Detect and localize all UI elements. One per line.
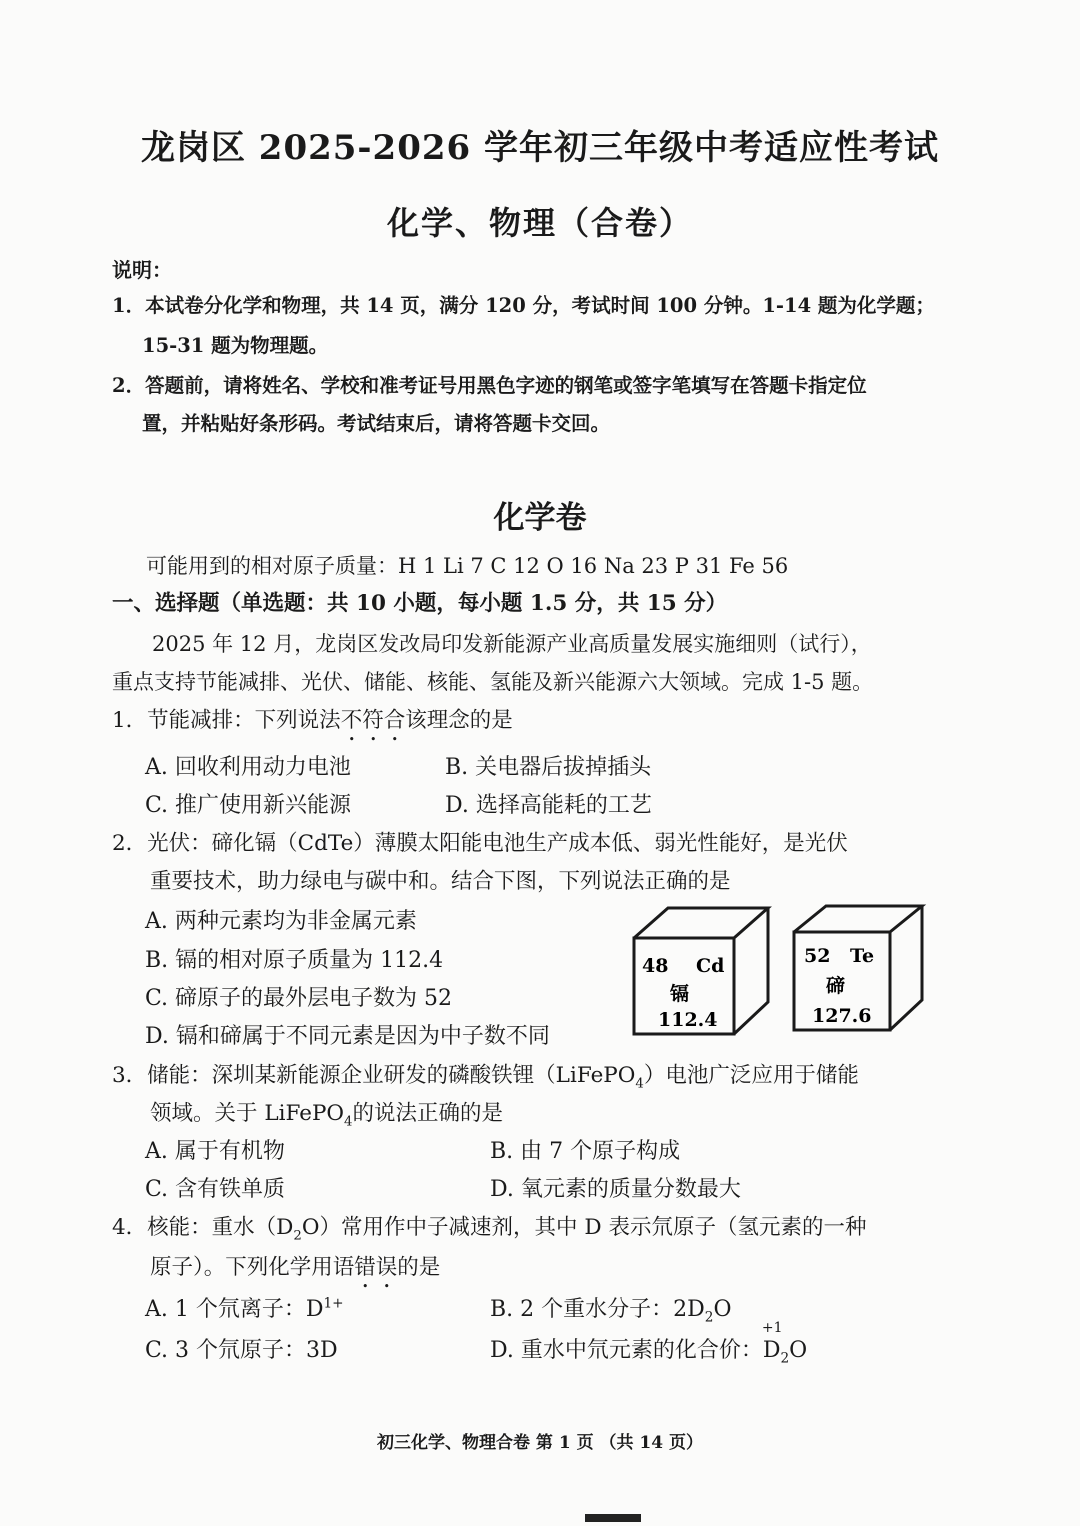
q3-subscript-4b: 4: [344, 1114, 353, 1130]
q4-stem-1b: O）常用作中子减速剂，其中 D 表示氘原子（氢元素的一种: [301, 1215, 867, 1240]
q3-stem-line-1: [112, 1058, 859, 1091]
q3-stem-1a: 3．储能：深圳某新能源企业研发的磷酸铁锂（LiFePO: [112, 1063, 636, 1088]
q3-stem-2b: 的说法正确的是: [352, 1101, 504, 1126]
q4-d-base: D: [762, 1338, 781, 1363]
q2-option-d: D. 镉和碲属于不同元素是因为中子数不同: [145, 1024, 550, 1049]
te-name: 碲: [826, 975, 846, 997]
q1-option-d: D. 选择高能耗的工艺: [445, 793, 652, 818]
q4-b-subscript: 2: [704, 1309, 714, 1326]
instruction-2-line-2: 置，并粘贴好条形码。考试结束后，请将答题卡交回。: [142, 412, 611, 435]
intro-line-1: 2025 年 12 月，龙岗区发改局印发新能源产业高质量发展实施细则（试行），: [152, 632, 872, 656]
q3-option-b: B. 由 7 个原子构成: [490, 1139, 681, 1164]
instructions-heading: 说明：: [112, 258, 172, 282]
te-symbol: Te: [850, 945, 875, 967]
q3-option-a: A. 属于有机物: [145, 1139, 285, 1164]
q2-stem-line-1: 2．光伏：碲化镉（CdTe）薄膜太阳能电池生产成本低、弱光性能好，是光伏: [112, 831, 848, 856]
q3-stem-2a: 领域。关于 LiFePO: [150, 1101, 345, 1126]
q4-d-suffix: O: [789, 1338, 808, 1363]
q3-stem-line-2: [150, 1096, 503, 1129]
q4-option-d: [490, 1320, 808, 1367]
q2-stem-line-2: 重要技术，助力绿电与碳中和。结合下图，下列说法正确的是: [150, 869, 731, 894]
q2-option-c: C. 碲原子的最外层电子数为 52: [145, 986, 453, 1011]
q4-stem-line-1: [112, 1210, 866, 1243]
q3-subscript-4: 4: [635, 1076, 644, 1092]
instruction-1-line-2: 15-31 题为物理题。: [142, 334, 329, 357]
instruction-2-line-1: 2．答题前，请将姓名、学校和准考证号用黑色字迹的钢笔或签字笔填写在答题卡指定位: [112, 374, 867, 397]
q2-option-b: B. 镉的相对原子质量为 112.4: [145, 948, 444, 973]
q4-d-subscript: 2: [780, 1350, 790, 1367]
section-one-heading: 一、选择题（单选题：共 10 小题，每小题 1.5 分，共 15 分）: [112, 591, 728, 616]
q1-stem-prefix: 1．节能减排：下列说法: [112, 708, 341, 733]
q3-stem-1b: ）电池广泛应用于储能: [643, 1063, 859, 1088]
q1-stem: [112, 703, 513, 746]
instruction-1-line-1: 1．本试卷分化学和物理，共 14 页，满分 120 分，考试时间 100 分钟。1-14 题为化学题；: [112, 294, 935, 317]
q4-stem-1a: 4．核能：重水（D: [112, 1215, 294, 1240]
q1-stem-suffix: 该理念的是: [405, 708, 513, 733]
te-atomic-number: 52: [804, 945, 831, 967]
atomic-masses: 可能用到的相对原子质量：H 1 Li 7 C 12 O 16 Na 23 P 31 Fe 56: [146, 554, 789, 578]
q4-d-text: D. 重水中氘元素的化合价：: [490, 1338, 763, 1363]
q4-option-a: [145, 1292, 344, 1323]
q1-option-b: B. 关电器后拔掉插头: [445, 755, 652, 780]
cd-symbol: Cd: [696, 955, 725, 977]
cd-mass: 112.4: [658, 1009, 718, 1031]
q4-option-b: [490, 1292, 732, 1325]
q4-option-c: C. 3 个氘原子：3D: [145, 1338, 338, 1363]
q4-b-text: B. 2 个重水分子：2D: [490, 1297, 705, 1322]
q4-subscript-2: 2: [293, 1228, 302, 1244]
cd-atomic-number: 48: [642, 955, 669, 977]
page-footer: 初三化学、物理合卷 第 1 页 （共 14 页）: [377, 1433, 703, 1453]
exam-title: 龙岗区 2025-2026 学年初三年级中考适应性考试: [140, 128, 940, 168]
q1-option-c: C. 推广使用新兴能源: [145, 793, 352, 818]
q4-stem-2a: 原子）。下列化学用语: [150, 1255, 355, 1280]
q1-option-a: A. 回收利用动力电池: [145, 755, 351, 780]
element-cubes-figure: [628, 902, 928, 1042]
q4-a-text: A. 1 个氘离子：D: [145, 1297, 324, 1322]
q4-d-valence: +1: [761, 1320, 783, 1336]
q3-option-c: C. 含有铁单质: [145, 1177, 286, 1202]
q4-stem-line-2: [150, 1250, 440, 1293]
cd-name: 镉: [670, 983, 690, 1005]
exam-subtitle: 化学、物理（合卷）: [386, 204, 693, 242]
q4-d-formula: [761, 1320, 783, 1363]
q2-option-a: A. 两种元素均为非金属元素: [145, 909, 417, 934]
q4-a-charge: 1+: [323, 1295, 344, 1312]
q1-stem-emphasis: 不符合: [340, 708, 406, 733]
te-mass: 127.6: [812, 1005, 872, 1027]
q4-b-suffix: O: [713, 1297, 732, 1322]
q3-option-d: D. 氧元素的质量分数最大: [490, 1177, 741, 1202]
q4-stem-emphasis: 错误: [354, 1255, 398, 1280]
chemistry-section-title: 化学卷: [493, 500, 587, 536]
scan-mark: [585, 1514, 641, 1522]
intro-line-2: 重点支持节能减排、光伏、储能、核能、氢能及新兴能源六大领域。完成 1-5 题。: [112, 670, 874, 694]
q4-stem-2b: 的是: [397, 1255, 441, 1280]
